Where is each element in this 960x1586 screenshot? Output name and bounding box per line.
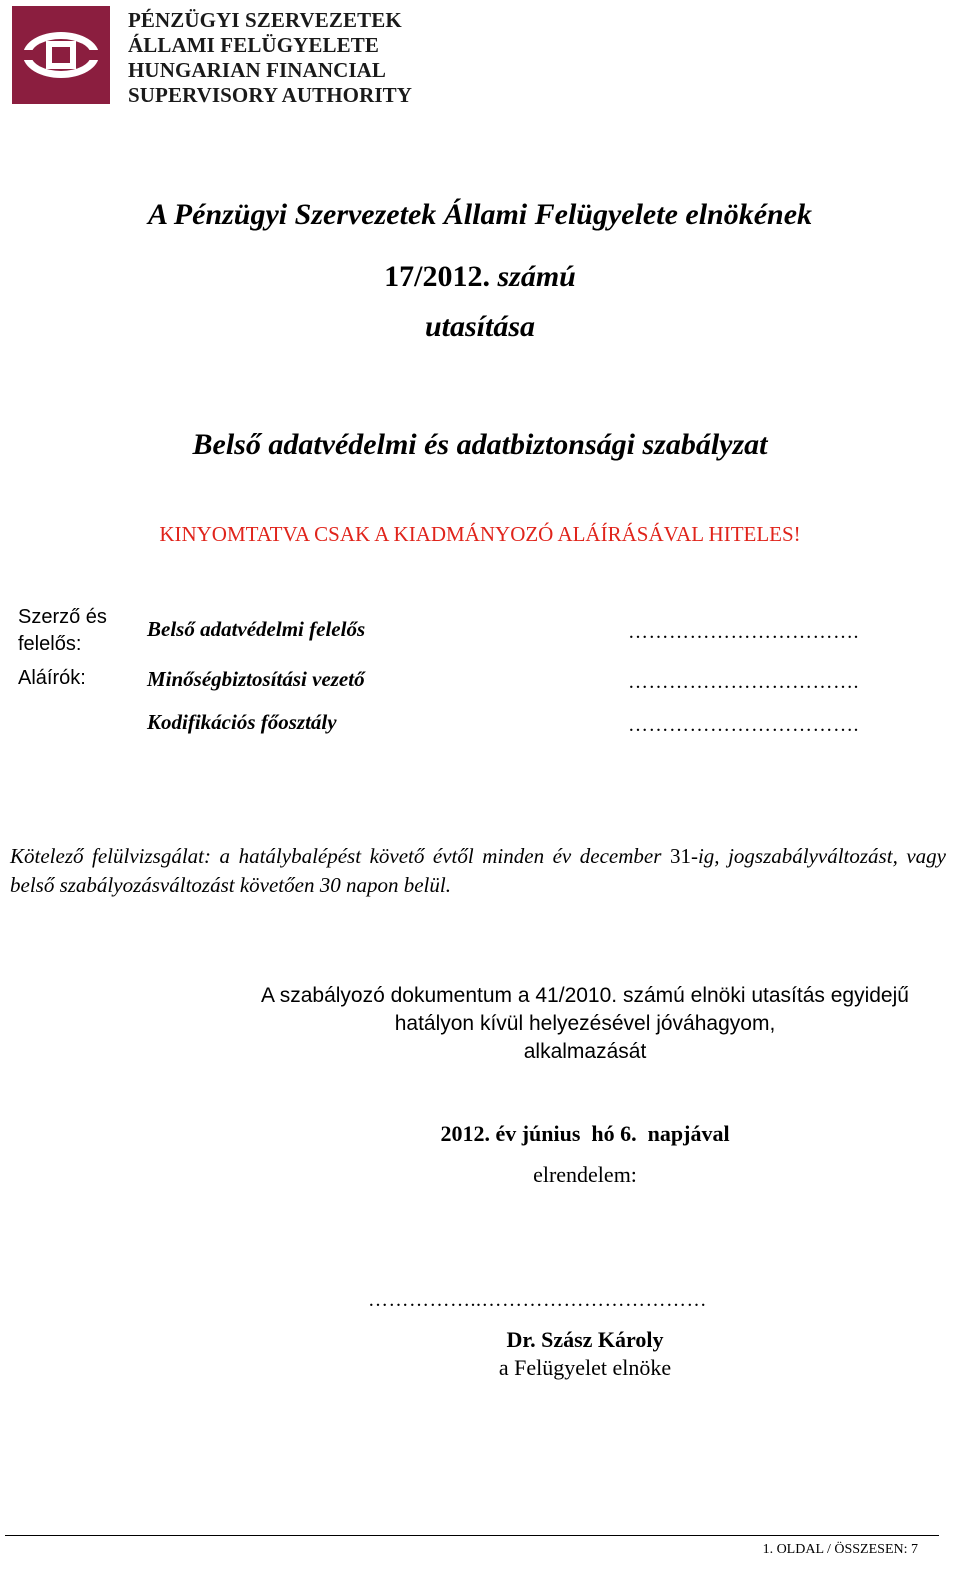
logo-line: ÁLLAMI FELÜGYELETE: [128, 33, 379, 57]
signer-role: Kodifikációs főosztály: [147, 710, 337, 734]
review-paragraph: [10, 842, 946, 900]
page-counter: 1. OLDAL / ÖSSZESEN: 7: [762, 1542, 918, 1557]
signer-role: Belső adatvédelmi felelős: [147, 617, 366, 641]
president-signature-line: ……………..……………………………: [368, 1289, 707, 1311]
approval-line: alkalmazását: [523, 1040, 647, 1063]
author-label: Szerző és felelős:: [18, 606, 107, 655]
ordered-label: elrendelem:: [533, 1162, 637, 1187]
effective-date: 2012. év június hó 6. napjával: [440, 1121, 730, 1146]
logo-line: SUPERVISORY AUTHORITY: [128, 83, 412, 107]
review-date: 31: [669, 844, 691, 868]
signers-label: Aláírók:: [18, 667, 86, 689]
review-label: Kötelező felülvizsgálat:: [10, 844, 212, 868]
psza-logo-emblem: [12, 6, 110, 104]
document-title: Belső adatvédelmi és adatbiztonsági szabályzat: [192, 428, 768, 461]
signature-line: …………………………….: [628, 671, 859, 693]
review-text: a hatálybalépést követő évtől minden év december: [211, 844, 670, 868]
footer-divider: [5, 1535, 939, 1536]
approval-statement: [210, 982, 960, 1066]
instruction-type: utasítása: [424, 310, 536, 343]
review-text-end: -ig, jogszabályváltozást, vagy belső szabályozásváltozást követően 30 napon belül.: [10, 844, 946, 897]
president-title: a Felügyelet elnöke: [498, 1355, 672, 1380]
approval-line: A szabályozó dokumentum a 41/2010. számú elnöki utasítás egyidejű: [261, 984, 909, 1007]
instruction-number-suffix: számú: [497, 260, 576, 293]
signature-line: …………………………….: [628, 621, 859, 643]
signature-line: …………………………….: [628, 714, 859, 736]
psza-logo-icon: [12, 6, 110, 104]
logo-line: HUNGARIAN FINANCIAL: [128, 58, 386, 82]
logo-wordmark: [128, 8, 412, 108]
authenticity-notice: KINYOMTATVA CSAK A KIADMÁNYOZÓ ALÁÍRÁSÁVAL HITELES!: [159, 522, 801, 546]
instruction-number-value: 17/2012.: [384, 260, 490, 293]
instruction-number: [0, 260, 960, 294]
approval-line: hatályon kívül helyezésével jóváhagyom,: [394, 1012, 776, 1035]
signer-role: Minőségbiztosítási vezető: [147, 667, 365, 691]
logo-line: PÉNZÜGYI SZERVEZETEK: [128, 8, 402, 32]
issuer-title: A Pénzügyi Szervezetek Állami Felügyelete elnökének: [147, 198, 813, 231]
president-name: Dr. Szász Károly: [506, 1327, 664, 1352]
